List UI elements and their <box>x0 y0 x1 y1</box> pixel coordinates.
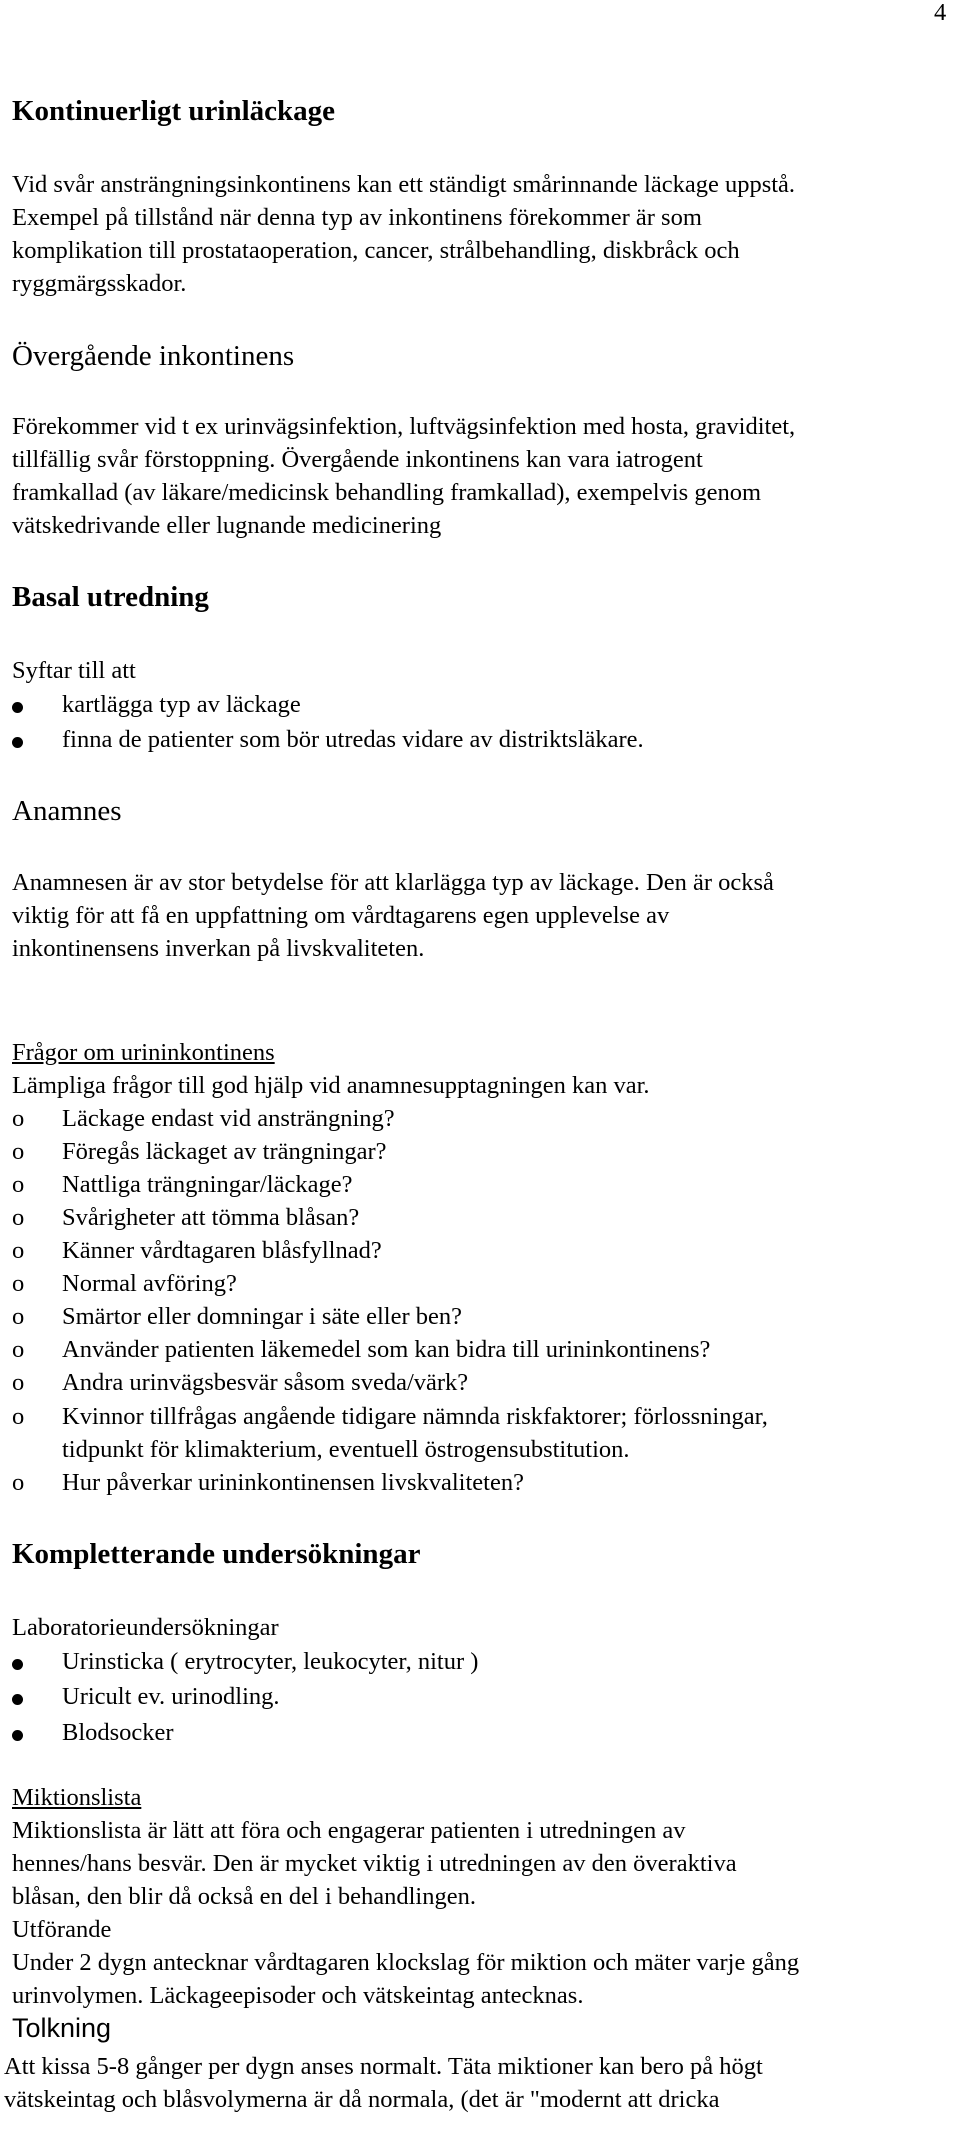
paragraph-line: hennes/hans besvär. Den är mycket viktig i utredningen av den överaktiva <box>12 1850 737 1877</box>
question-item: Kvinnor tillfrågas angående tidigare nämnda riskfaktorer; förlossningar, <box>62 1403 768 1430</box>
circle-bullet-icon: o <box>12 1270 25 1297</box>
lab-item: Urinsticka ( erytrocyter, leukocyter, nitur ) <box>62 1648 479 1675</box>
page-number: 4 <box>934 0 947 26</box>
question-item: Föregås läckaget av trängningar? <box>62 1138 387 1165</box>
paragraph-line: Anamnesen är av stor betydelse för att klarlägga typ av läckage. Den är också <box>12 869 774 896</box>
circle-bullet-icon: o <box>12 1369 25 1396</box>
question-item: Använder patienten läkemedel som kan bidra till urininkontinens? <box>62 1336 711 1363</box>
intro-text: Syftar till att <box>12 657 136 684</box>
question-item: Normal avföring? <box>62 1270 237 1297</box>
circle-bullet-icon: o <box>12 1204 25 1231</box>
heading-basal-utredning: Basal utredning <box>12 581 209 613</box>
question-item: Läckage endast vid ansträngning? <box>62 1105 395 1132</box>
paragraph-line: Förekommer vid t ex urinvägsinfektion, luftvägsinfektion med hosta, graviditet, <box>12 413 796 440</box>
heading-kompletterande-undersokningar: Kompletterande undersökningar <box>12 1538 421 1570</box>
tolkning-heading: Tolkning <box>12 2013 112 2043</box>
paragraph-line: viktig för att få en uppfattning om vårdtagarens egen upplevelse av <box>12 902 670 929</box>
bullet-dot-icon <box>12 1730 23 1741</box>
paragraph-line: inkontinensens inverkan på livskvaliteten. <box>12 935 425 962</box>
paragraph-line: vätskedrivande eller lugnande medicinering <box>12 512 442 539</box>
question-item: Nattliga trängningar/läckage? <box>62 1171 353 1198</box>
paragraph-line: vätskeintag och blåsvolymerna är då normala, (det är "modernt att dricka <box>4 2086 720 2113</box>
paragraph-line: komplikation till prostataoperation, cancer, strålbehandling, diskbråck och <box>12 237 740 264</box>
lab-heading: Laboratorieundersökningar <box>12 1614 279 1641</box>
circle-bullet-icon: o <box>12 1469 25 1496</box>
utforande-heading: Utförande <box>12 1916 112 1943</box>
list-item: finna de patienter som bör utredas vidare av distriktsläkare. <box>62 726 644 753</box>
bullet-dot-icon <box>12 1659 23 1670</box>
question-item: Hur påverkar urininkontinensen livskvaliteten? <box>62 1469 524 1496</box>
question-item: Andra urinvägsbesvär såsom sveda/värk? <box>62 1369 469 1396</box>
paragraph-line: Under 2 dygn antecknar vårdtagaren klockslag för miktion och mäter varje gång <box>12 1949 800 1976</box>
paragraph-line: Vid svår ansträngningsinkontinens kan ett ständigt smårinnande läckage uppstå. <box>12 171 796 198</box>
circle-bullet-icon: o <box>12 1138 25 1165</box>
question-item: Känner vårdtagaren blåsfyllnad? <box>62 1237 382 1264</box>
bullet-dot-icon <box>12 737 23 748</box>
question-item: Svårigheter att tömma blåsan? <box>62 1204 360 1231</box>
circle-bullet-icon: o <box>12 1105 25 1132</box>
miktionslista-heading: Miktionslista <box>12 1784 142 1811</box>
lab-item: Blodsocker <box>62 1719 174 1746</box>
paragraph-line: Exempel på tillstånd när denna typ av inkontinens förekommer är som <box>12 204 702 231</box>
heading-anamnes: Anamnes <box>12 795 122 827</box>
paragraph-line: Miktionslista är lätt att föra och engagerar patienten i utredningen av <box>12 1817 686 1844</box>
circle-bullet-icon: o <box>12 1171 25 1198</box>
heading-overgaende-inkontinens: Övergående inkontinens <box>12 340 295 372</box>
bullet-dot-icon <box>12 702 23 713</box>
paragraph-line: urinvolymen. Läckageepisoder och vätskeintag antecknas. <box>12 1982 584 2009</box>
paragraph-line: tillfällig svår förstoppning. Övergående inkontinens kan vara iatrogent <box>12 446 703 473</box>
question-item: Smärtor eller domningar i säte eller ben? <box>62 1303 463 1330</box>
circle-bullet-icon: o <box>12 1336 25 1363</box>
heading-kontinuerligt-urinlackage: Kontinuerligt urinläckage <box>12 95 336 127</box>
circle-bullet-icon: o <box>12 1403 25 1430</box>
questions-intro: Lämpliga frågor till god hjälp vid anamnesupptagningen kan var. <box>12 1072 650 1099</box>
paragraph-line: framkallad (av läkare/medicinsk behandling framkallad), exempelvis genom <box>12 479 762 506</box>
paragraph-line: blåsan, den blir då också en del i behandlingen. <box>12 1883 476 1910</box>
circle-bullet-icon: o <box>12 1303 25 1330</box>
lab-item: Uricult ev. urinodling. <box>62 1683 280 1710</box>
list-item: kartlägga typ av läckage <box>62 691 301 718</box>
question-item-continued: tidpunkt för klimakterium, eventuell östrogensubstitution. <box>62 1436 630 1463</box>
circle-bullet-icon: o <box>12 1237 25 1264</box>
bullet-dot-icon <box>12 1694 23 1705</box>
paragraph-line: Att kissa 5-8 gånger per dygn anses normalt. Täta miktioner kan bero på högt <box>4 2053 763 2080</box>
questions-heading: Frågor om urininkontinens <box>12 1039 275 1066</box>
paragraph-line: ryggmärgsskador. <box>12 270 187 297</box>
